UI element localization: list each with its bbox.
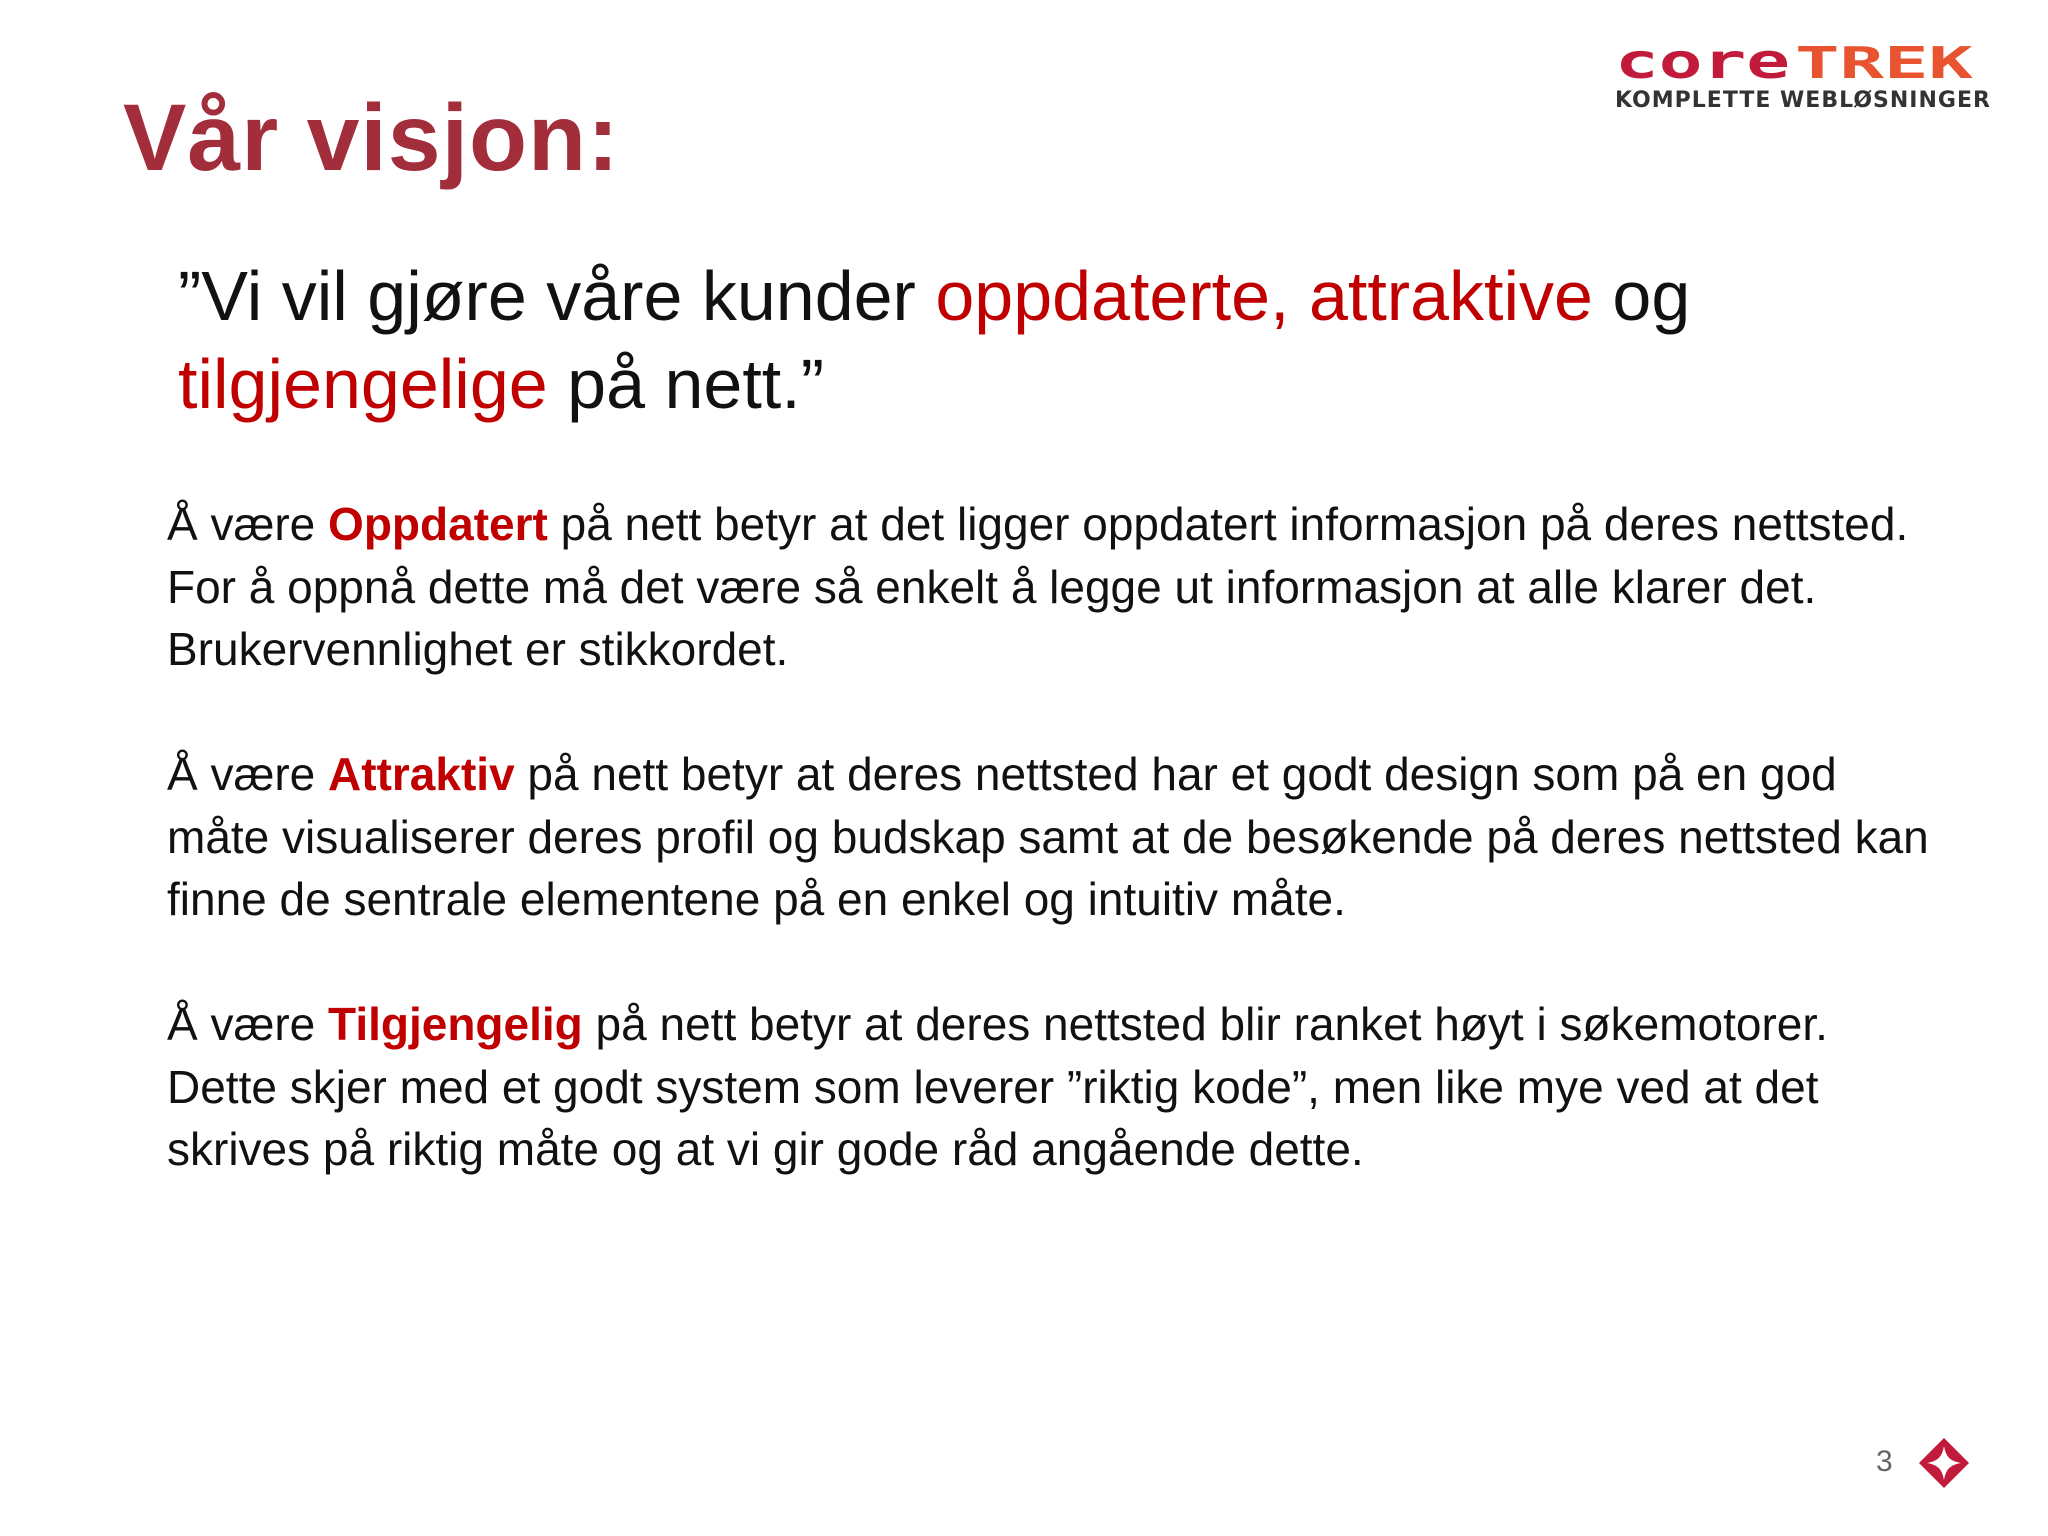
page-number: 3 [1876,1445,1893,1478]
paragraph-attraktiv [167,743,1947,931]
logo-core: core [1615,42,1790,82]
quote-highlight-1: oppdaterte, attraktive [935,257,1593,335]
logo-trek: TREK [1795,42,1974,82]
coretrek-wordmark-icon [1615,42,1975,82]
paragraph-oppdatert [167,493,1947,681]
quote-highlight-2: tilgjengelige [178,345,548,423]
diamond-star-icon [1918,1437,1970,1489]
slide-title: Vår visjon: [123,85,620,191]
paragraph-keyword: Oppdatert [328,498,548,550]
logo-tagline: KOMPLETTE WEBLØSNINGER [1615,88,1991,113]
vision-quote [178,252,1878,428]
quote-open: ”Vi vil gjøre våre kunder [178,257,936,335]
quote-middle: og [1592,257,1691,335]
paragraph-prefix: Å være [167,498,329,550]
paragraph-tilgjengelig [167,993,1947,1181]
paragraph-keyword: Tilgjengelig [328,998,583,1050]
quote-close: på nett.” [547,345,825,423]
paragraph-text: på nett betyr at deres nettsted blir ranket høyt i søkemotorer. Dette skjer med et godt system som leverer ”riktig kode”, men like mye ved at det skrives på riktig måte og at vi gir gode råd angående dette. [167,998,1828,1175]
paragraph-keyword: Attraktiv [328,748,515,800]
paragraph-text: på nett betyr at deres nettsted har et godt design som på en god måte visualiserer deres profil og budskap samt at de besøkende på deres nettsted kan finne de sentrale elementene på en enkel og intuitiv måte. [167,748,1929,925]
body-paragraphs [167,493,1947,1243]
coretrek-logo [1615,42,1991,113]
paragraph-prefix: Å være [167,748,329,800]
paragraph-prefix: Å være [167,998,329,1050]
paragraph-text: på nett betyr at det ligger oppdatert informasjon på deres nettsted. For å oppnå dette må det være så enkelt å legge ut informasjon at alle klarer det. Brukervennlighet er stikkordet. [167,498,1909,675]
